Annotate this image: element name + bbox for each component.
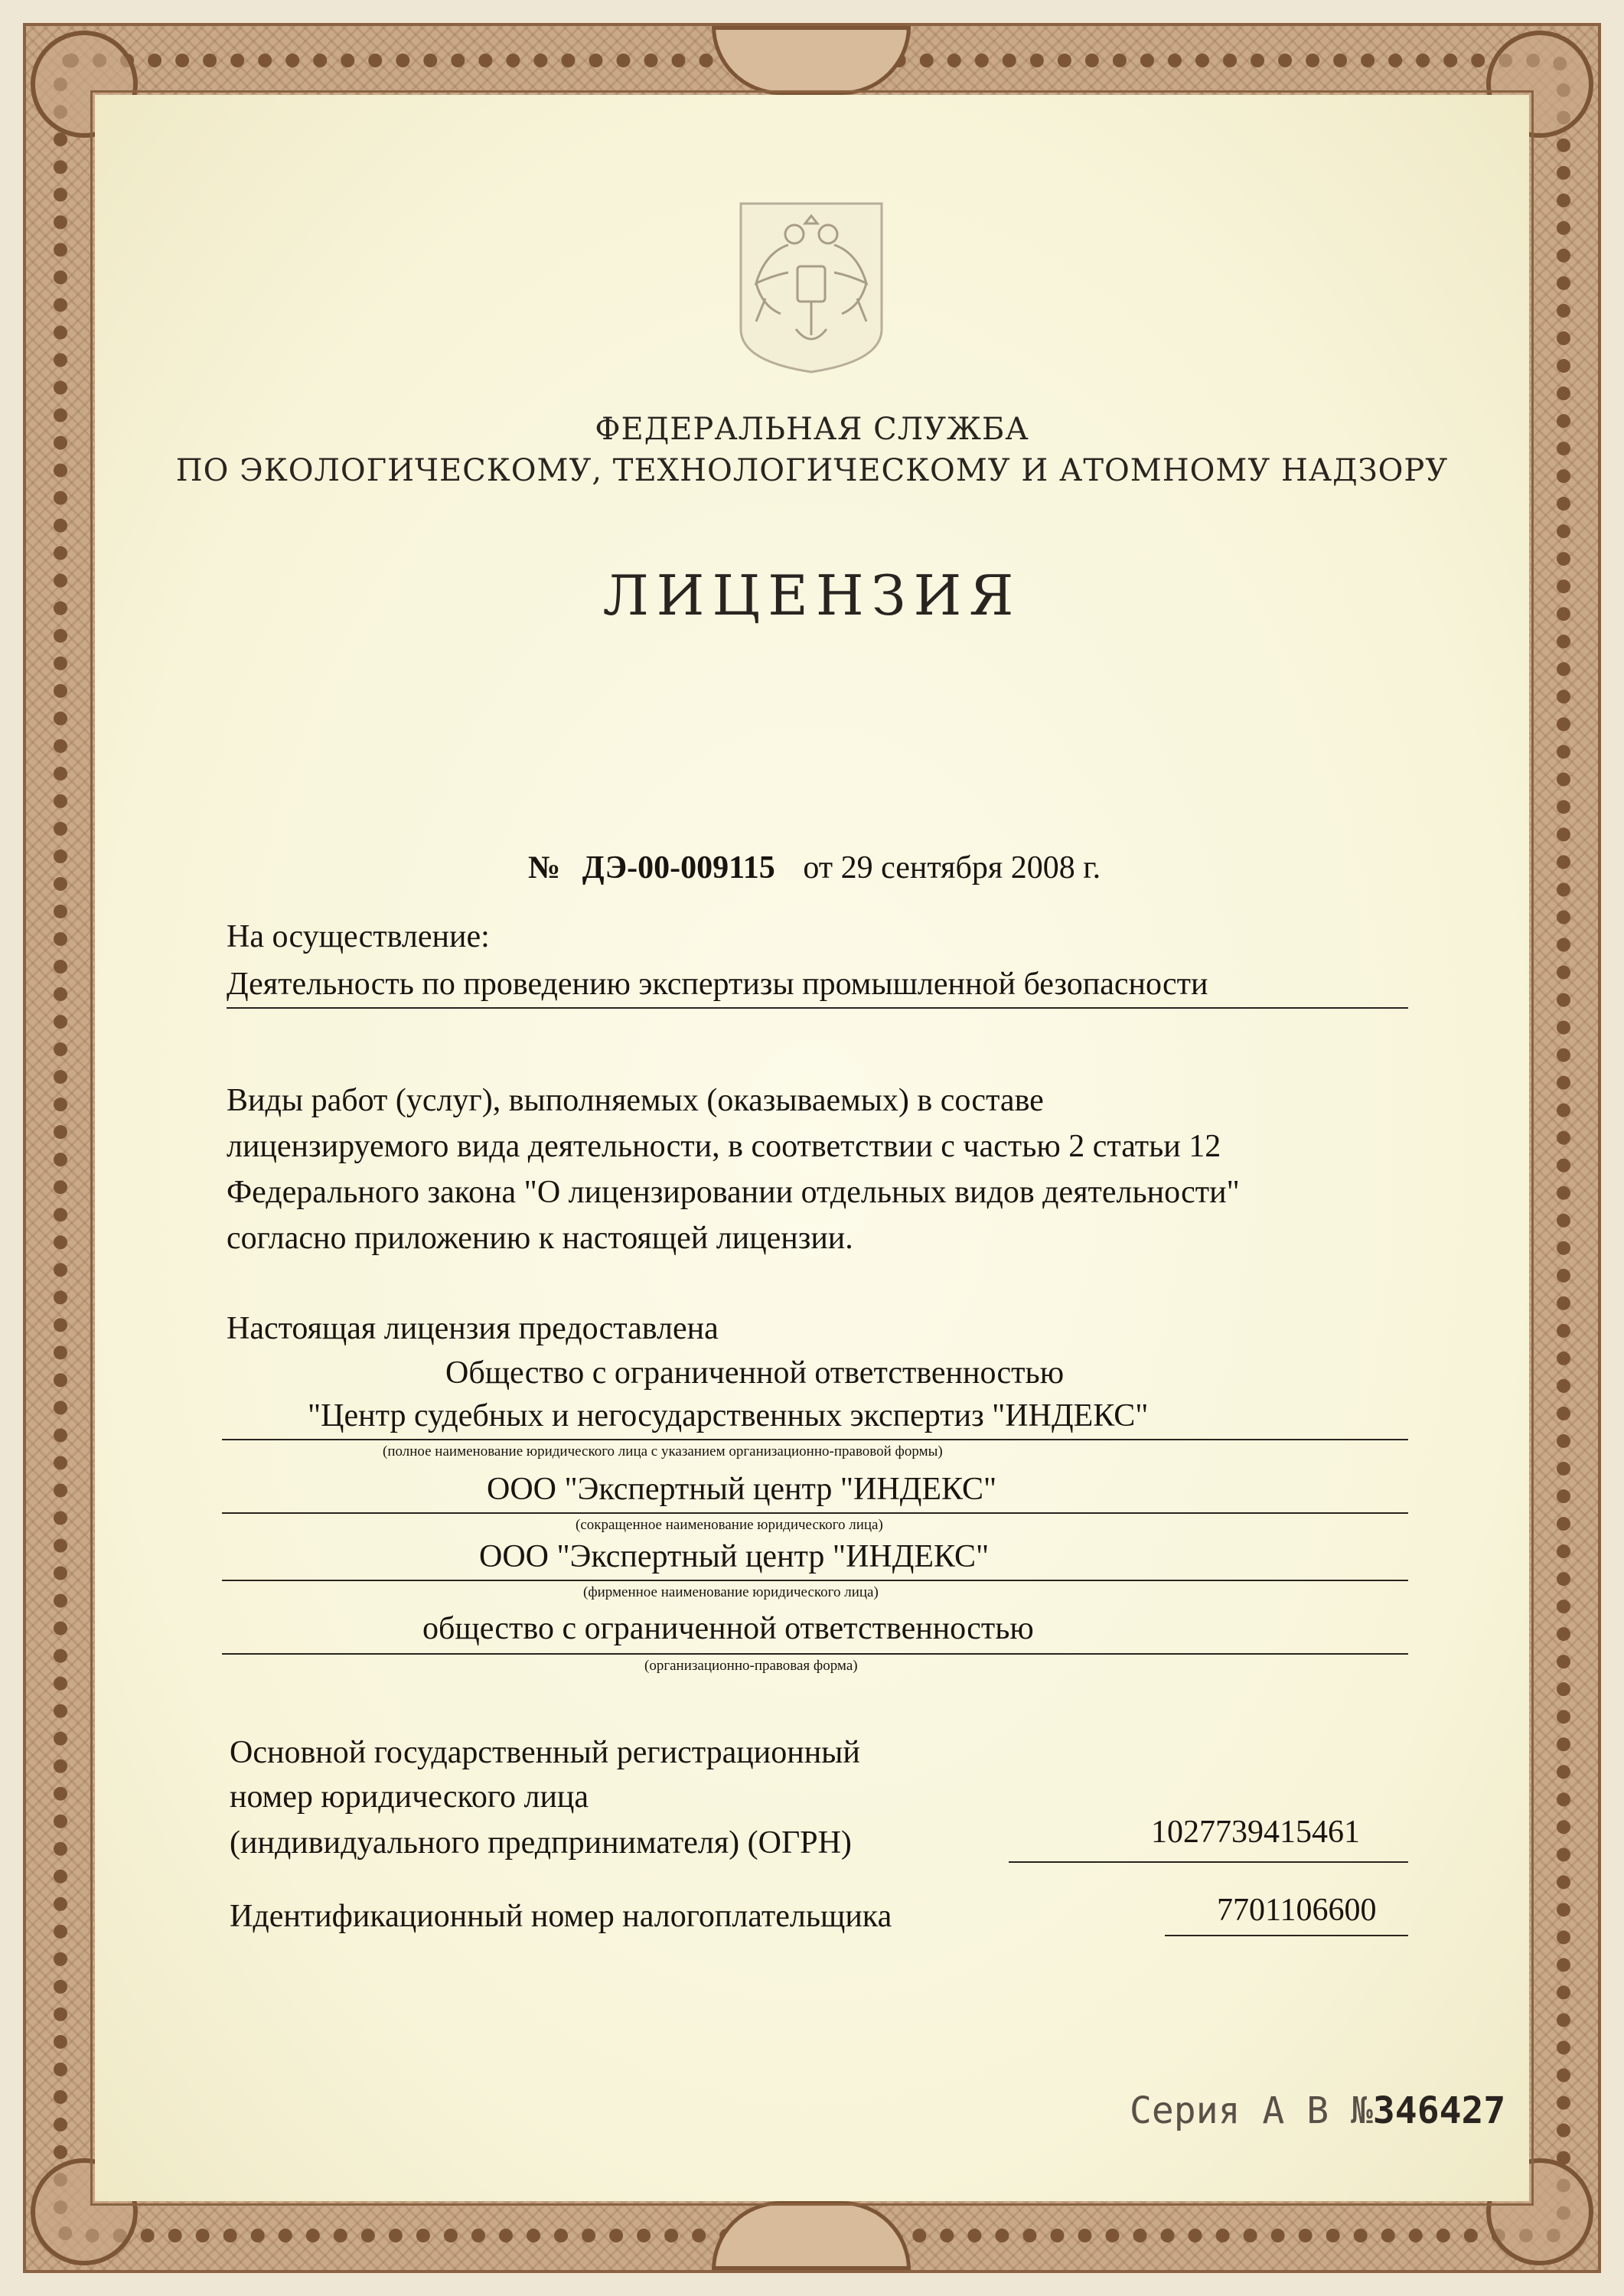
ogrn-underline bbox=[1009, 1861, 1408, 1863]
number-sign: № bbox=[528, 850, 561, 885]
inn-value: 7701106600 bbox=[1217, 1893, 1377, 1928]
holder-full-name-line-1: Общество с ограниченной ответственностью bbox=[445, 1355, 1065, 1391]
ogrn-label-line: номер юридического лица bbox=[230, 1779, 589, 1815]
full-name-caption: (полное наименование юридического лица с указанием организационно-правовой формы) bbox=[383, 1443, 943, 1459]
activity-label: На осуществление: bbox=[227, 919, 490, 954]
legal-form-underline bbox=[222, 1653, 1408, 1655]
coat-of-arms-icon bbox=[735, 199, 888, 375]
activity-value: Деятельность по проведению экспертизы промышленной безопасности bbox=[227, 967, 1208, 1002]
works-paragraph-line: согласно приложению к настоящей лицензии. bbox=[227, 1221, 853, 1256]
series-label: Серия А В № bbox=[1130, 2089, 1373, 2132]
brand-name-caption: (фирменное наименование юридического лица) bbox=[583, 1584, 879, 1600]
legal-form-caption: (организационно-правовая форма) bbox=[644, 1658, 858, 1674]
works-paragraph-line: лицензируемого вида деятельности, в соответствии с частью 2 статьи 12 bbox=[227, 1129, 1221, 1164]
ogrn-label-line: Основной государственный регистрационный bbox=[230, 1735, 860, 1770]
ogrn-label-line: (индивидуального предпринимателя) (ОГРН) bbox=[230, 1825, 852, 1861]
holder-legal-form: общество с ограниченной ответственностью bbox=[422, 1611, 1034, 1646]
works-paragraph-line: Виды работ (услуг), выполняемых (оказываемых) в составе bbox=[227, 1083, 1044, 1118]
agency-name-line-1: ФЕДЕРАЛЬНАЯ СЛУЖБА bbox=[595, 412, 1029, 447]
license-date: от 29 сентября 2008 г. bbox=[803, 850, 1101, 885]
ogrn-value: 1027739415461 bbox=[1151, 1815, 1360, 1850]
activity-underline bbox=[227, 1007, 1408, 1009]
holder-brand-name: ООО "Экспертный центр "ИНДЕКС" bbox=[479, 1539, 990, 1574]
agency-name-line-2: ПО ЭКОЛОГИЧЕСКОМУ, ТЕХНОЛОГИЧЕСКОМУ И АТОМНОМУ НАДЗОРУ bbox=[175, 453, 1449, 488]
brand-name-underline bbox=[222, 1580, 1408, 1581]
license-number: ДЭ-00-009115 bbox=[582, 850, 775, 885]
series-number: 346427 bbox=[1372, 2089, 1506, 2132]
inn-underline bbox=[1165, 1935, 1408, 1936]
holder-intro: Настоящая лицензия предоставлена bbox=[227, 1311, 719, 1346]
license-number-line bbox=[528, 850, 1101, 886]
document-title: ЛИЦЕНЗИЯ bbox=[602, 563, 1022, 628]
inn-label: Идентификационный номер налогоплательщика bbox=[230, 1899, 892, 1934]
short-name-underline bbox=[222, 1512, 1408, 1514]
full-name-underline bbox=[222, 1439, 1408, 1440]
short-name-caption: (сокращенное наименование юридического лица) bbox=[576, 1517, 883, 1533]
holder-short-name: ООО "Экспертный центр "ИНДЕКС" bbox=[487, 1472, 997, 1507]
holder-full-name-line-2: "Центр судебных и негосударственных экспертиз "ИНДЕКС" bbox=[308, 1398, 1149, 1433]
works-paragraph-line: Федерального закона "О лицензировании отдельных видов деятельности" bbox=[227, 1175, 1240, 1210]
blank-series bbox=[1130, 2089, 1505, 2132]
